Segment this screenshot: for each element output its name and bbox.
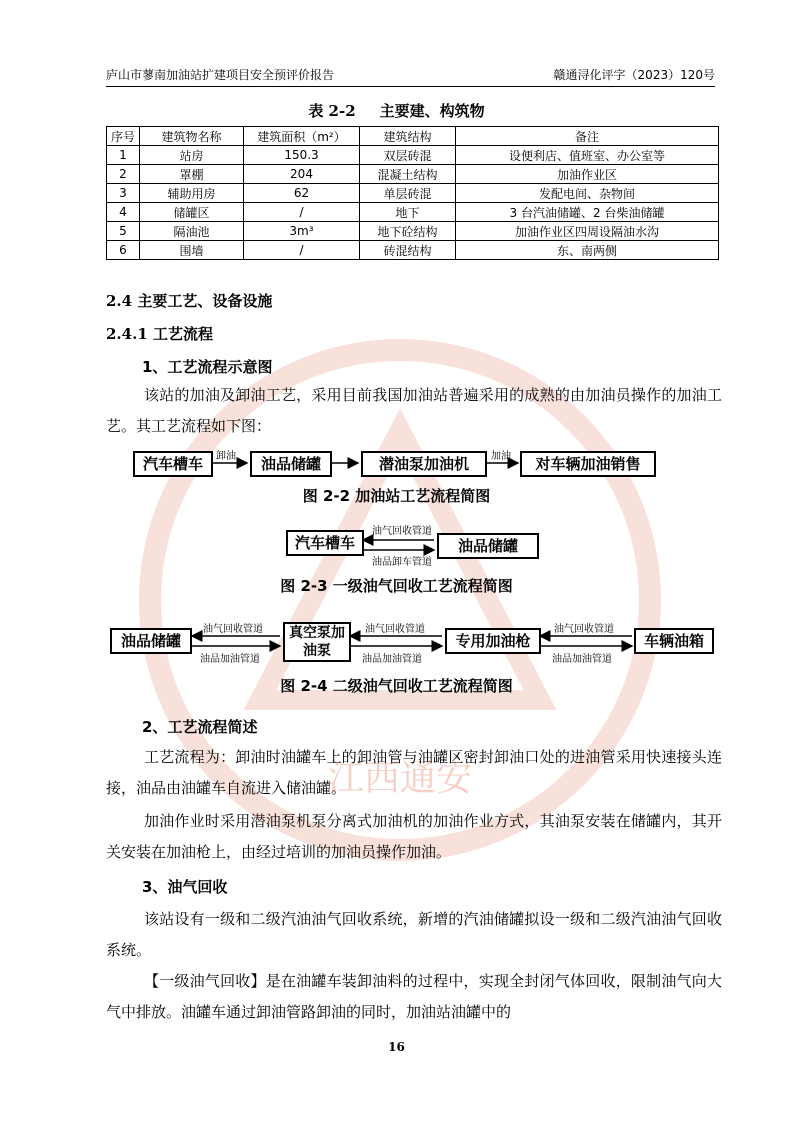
table-cell: 5 [107, 222, 140, 241]
page-number: 16 [388, 1040, 405, 1054]
buildings-table [106, 126, 719, 260]
label-unload: 卸油 [216, 451, 236, 462]
page-header [106, 66, 715, 87]
table-cell: 地下 [360, 203, 456, 222]
col-header: 建筑物名称 [140, 127, 244, 146]
subheading-vapor-recovery: 3、油气回收 [142, 878, 228, 896]
label-unload-pipe: 油品卸车管道 [372, 557, 432, 568]
paragraph-vapor-2: 【一级油气回收】是在油罐车装卸油料的过程中，实现全封闭气体回收，限制油气向大气中排放。油罐车通过卸油管路卸油的同时，加油站油罐中的 [106, 972, 722, 1021]
table-caption [0, 100, 793, 121]
table-cell: / [244, 241, 360, 260]
table-cell: 单层砖混 [360, 184, 456, 203]
section-heading-2-4-1: 2.4.1 工艺流程 [106, 325, 213, 343]
table-row [107, 146, 719, 165]
box-tank-truck: 汽车槽车 [133, 451, 213, 477]
table-cell: 围墙 [140, 241, 244, 260]
table-cell: 3 台汽油储罐、2 台柴油储罐 [456, 203, 719, 222]
col-header: 建筑结构 [360, 127, 456, 146]
table-cell: 4 [107, 203, 140, 222]
table-cell: 砖混结构 [360, 241, 456, 260]
table-caption-title: 主要建、构筑物 [379, 102, 485, 120]
paragraph-vapor-1: 该站设有一级和二级汽油油气回收系统，新增的汽油储罐拟设一级和二级汽油油气回收系统。 [106, 910, 722, 959]
table-cell: / [244, 203, 360, 222]
table-row [107, 241, 719, 260]
subheading-flow-diagram: 1、工艺流程示意图 [142, 358, 273, 376]
figure-caption-2-2: 图 2-2 加油站工艺流程简图 [302, 487, 491, 505]
col-header: 备注 [456, 127, 719, 146]
box-vacuum-pump: 真空泵加油泵 [283, 622, 351, 662]
paragraph-intro: 该站的加油及卸油工艺，采用目前我国加油站普遍采用的成熟的由加油员操作的加油工艺。其工艺流程如下图： [106, 386, 722, 435]
table-cell: 3m³ [244, 222, 360, 241]
table-cell: 6 [107, 241, 140, 260]
box-oil-tank: 油品储罐 [110, 628, 192, 654]
label-vapor-pipe: 油气回收管道 [372, 526, 432, 537]
table-cell: 双层砖混 [360, 146, 456, 165]
col-header: 序号 [107, 127, 140, 146]
table-cell: 62 [244, 184, 360, 203]
table-cell: 设便利店、值班室、办公室等 [456, 146, 719, 165]
table-cell: 发配电间、杂物间 [456, 184, 719, 203]
label-vapor-pipe: 油气回收管道 [365, 624, 425, 635]
label-vapor-pipe: 油气回收管道 [554, 624, 614, 635]
col-header: 建筑面积（m²） [244, 127, 360, 146]
table-row [107, 184, 719, 203]
table-cell: 储罐区 [140, 203, 244, 222]
watermark-text: 江西通安 [327, 758, 473, 799]
table-cell: 地下砼结构 [360, 222, 456, 241]
table-cell: 辅助用房 [140, 184, 244, 203]
table-cell: 3 [107, 184, 140, 203]
header-left: 庐山市蓼南加油站扩建项目安全预评价报告 [106, 68, 335, 82]
table-cell: 混凝土结构 [360, 165, 456, 184]
table-cell: 加油作业区四周设隔油水沟 [456, 222, 719, 241]
table-cell: 1 [107, 146, 140, 165]
table-row [107, 203, 719, 222]
box-tank-truck: 汽车槽车 [286, 530, 364, 556]
paragraph-flow-2: 加油作业时采用潜油泵机泵分离式加油机的加油作业方式，其油泵安装在储罐内，其开关安装在加油枪上，由经过培训的加油员操作加油。 [106, 812, 722, 861]
box-vehicle-tank: 车辆油箱 [634, 628, 714, 654]
figure-caption-2-4: 图 2-4 二级油气回收工艺流程简图 [280, 677, 513, 695]
table-cell: 2 [107, 165, 140, 184]
table-row [107, 222, 719, 241]
label-fuel-pipe: 油品加油管道 [552, 654, 612, 665]
table-cell: 204 [244, 165, 360, 184]
header-right: 赣通浔化评字（2023）120号 [553, 68, 715, 82]
label-vapor-pipe: 油气回收管道 [203, 624, 263, 635]
box-dispenser: 潜油泵加油机 [361, 451, 487, 477]
table-cell: 站房 [140, 146, 244, 165]
table-cell: 隔油池 [140, 222, 244, 241]
table-cell: 加油作业区 [456, 165, 719, 184]
box-oil-tank: 油品储罐 [437, 533, 539, 559]
label-fuel-pipe: 油品加油管道 [362, 654, 422, 665]
box-nozzle: 专用加油枪 [445, 628, 541, 654]
box-oil-tank: 油品储罐 [250, 451, 332, 477]
box-vehicle-fueling: 对车辆加油销售 [520, 451, 656, 477]
table-caption-num: 表 2-2 [308, 102, 356, 120]
table-header-row [107, 127, 719, 146]
table-cell: 150.3 [244, 146, 360, 165]
section-heading-2-4: 2.4 主要工艺、设备设施 [106, 292, 273, 310]
table-row [107, 165, 719, 184]
figure-caption-2-3: 图 2-3 一级油气回收工艺流程简图 [280, 577, 513, 595]
paragraph-flow-1: 工艺流程为：卸油时油罐车上的卸油管与油罐区密封卸油口处的进油管采用快速接头连接，油品由油罐车自流进入储油罐。 [106, 748, 722, 797]
label-fuel-pipe: 油品加油管道 [200, 654, 260, 665]
label-refuel: 加油 [491, 451, 511, 462]
subheading-flow-description: 2、工艺流程简述 [142, 718, 258, 736]
table-cell: 东、南两侧 [456, 241, 719, 260]
table-cell: 罩棚 [140, 165, 244, 184]
